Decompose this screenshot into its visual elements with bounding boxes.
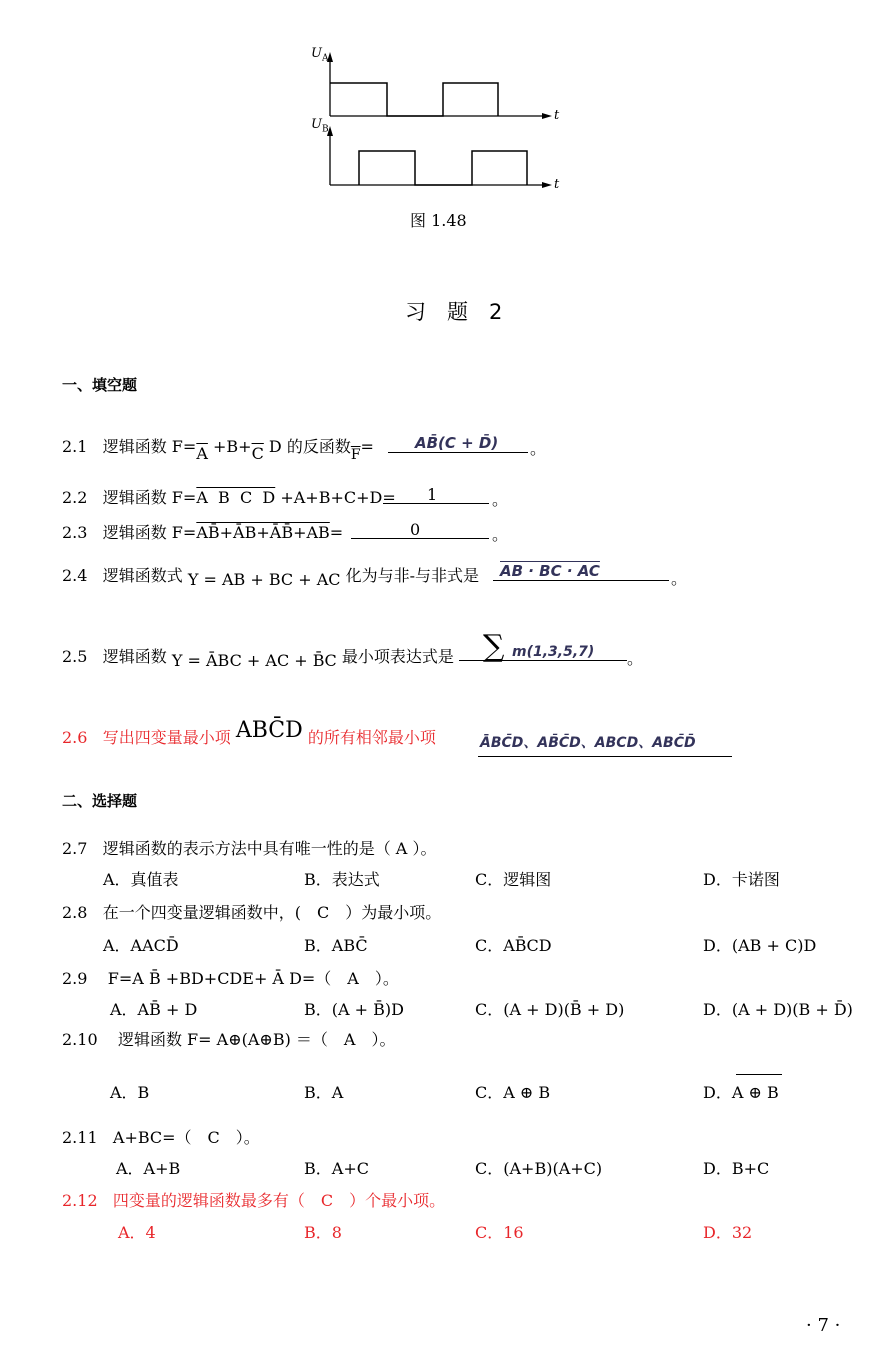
q2-2: 2.2 逻辑函数 F=A B C D +A+B+C+D= (62, 488, 396, 507)
q2-8-option-d: D．(AB + C)D (703, 936, 817, 955)
ub-label: $U_B$ (311, 117, 329, 135)
q2-10-option-d-overline (736, 1074, 782, 1075)
q2-8-option-b: B．ABC̄ (304, 936, 368, 955)
q2-10: 2.10 逻辑函数 F= A⊕(A⊕B) ＝（ A ）。 (62, 1030, 396, 1049)
q2-10-option-d: D．A ⊕ B (703, 1083, 779, 1102)
q2-11-option-c: C．(A+B)(A+C) (475, 1159, 603, 1178)
q2-9-option-b: B．(A + B̄)D (304, 1000, 404, 1019)
q2-7-option-b: B．表达式 (304, 870, 380, 889)
t-label-a: t (554, 108, 560, 123)
q2-4: 2.4 逻辑函数式 Y = AB + BC + AC 化为与非-与非式是 (62, 566, 480, 589)
timing-diagram (300, 44, 570, 204)
q2-10-option-b: B．A (304, 1083, 344, 1102)
q2-12-option-b: B．8 (304, 1223, 342, 1242)
q2-6-answer: ĀBC̄D、AB̄C̄D、ABCD、ABC̄D̄ (480, 735, 696, 751)
q2-9-option-a: A．AB̄ + D (110, 1000, 198, 1019)
q2-8-option-a: A．AACD̄ (103, 936, 179, 955)
q2-4-end: 。 (671, 569, 688, 588)
q2-8-option-c: C．AB̄CD (475, 936, 552, 955)
q2-3-end: 。 (492, 525, 509, 544)
q2-12-option-c: C．16 (475, 1223, 524, 1242)
q2-12: 2.12 四变量的逻辑函数最多有（ C ）个最小项。 (62, 1191, 446, 1210)
q2-12-option-d: D．32 (703, 1223, 753, 1242)
q2-3: 2.3 逻辑函数 F=AB̄+ĀB+ĀB̄+AB= (62, 523, 344, 542)
page-number: · 7 · (806, 1315, 841, 1336)
q2-8: 2.8 在一个四变量逻辑函数中，( C ）为最小项。 (62, 903, 442, 922)
q2-1-answer: AB̄(C + D̄) (415, 434, 499, 452)
q2-2-end: 。 (492, 490, 509, 509)
figure-caption: 图 1.48 (410, 211, 467, 230)
q2-9: 2.9 F=A B̄ +BD+CDE+ Ā D=（ A ）。 (62, 969, 399, 988)
q2-5-answer: m(1,3,5,7) (512, 644, 595, 660)
q2-1-end: 。 (530, 439, 547, 458)
section-multiple-choice: 二、选择题 (62, 792, 138, 810)
q2-3-answer: 0 (410, 520, 421, 539)
q2-12-option-a: A．4 (118, 1223, 156, 1242)
ua-label: $U_A$ (311, 46, 329, 64)
q2-6: 2.6 写出四变量最小项 ABC̄D 的所有相邻最小项 (62, 718, 436, 747)
section-fill-blank: 一、填空题 (62, 376, 138, 394)
q2-7-option-d: D．卡诺图 (703, 870, 780, 889)
q2-11-option-b: B．A+C (304, 1159, 369, 1178)
q2-7-option-a: A．真值表 (103, 870, 179, 889)
ua-waveform (330, 83, 498, 116)
q2-11: 2.11 A+BC=（ C ）。 (62, 1128, 260, 1147)
q2-5-end: 。 (627, 649, 644, 668)
q2-10-option-a: A．B (110, 1083, 150, 1102)
q2-9-option-c: C．(A + D)(B̄ + D) (475, 1000, 625, 1019)
page-title: 习 题 2 (405, 300, 503, 324)
q2-4-answer: AB · BC · AC (500, 562, 600, 580)
ub-waveform (359, 151, 527, 185)
q2-1: 2.1 逻辑函数 $F=\overline{A} +B+\overline{C}$ D 的反函数$\overline{F}=$ (62, 437, 374, 463)
q2-5: 2.5 逻辑函数 Y = ĀBC + AC + B̄C 最小项表达式是 (62, 647, 454, 670)
q2-7: 2.7 逻辑函数的表示方法中具有唯一性的是（ A ）。 (62, 839, 437, 858)
q2-11-option-a: A．A+B (116, 1159, 181, 1178)
q2-9-option-d: D．(A + D)(B + D̄) (703, 1000, 853, 1019)
t-label-b: t (554, 177, 560, 192)
q2-7-option-c: C．逻辑图 (475, 870, 552, 889)
q2-2-answer: 1 (427, 485, 438, 504)
q2-11-option-d: D．B+C (703, 1159, 770, 1178)
q2-5-sigma: ∑ (483, 629, 505, 664)
q2-10-option-c: C．A ⊕ B (475, 1083, 551, 1102)
